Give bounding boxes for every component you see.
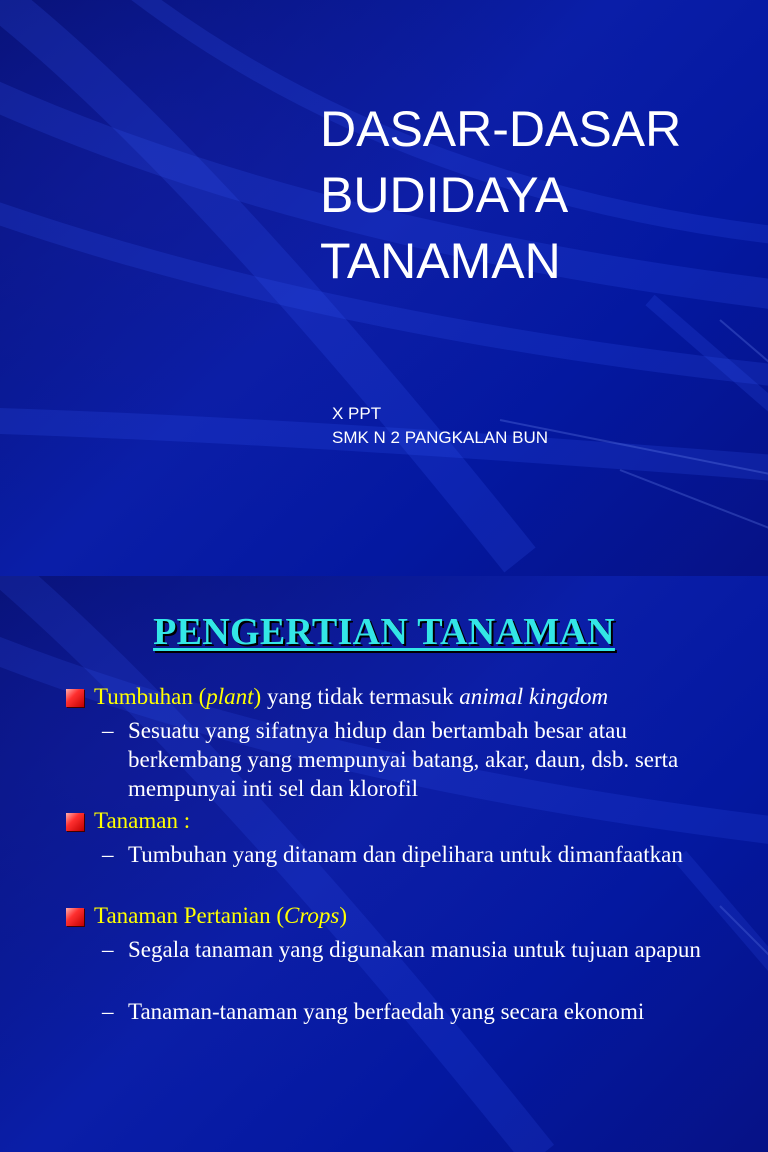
sub-item-text: Tumbuhan yang ditanam dan dipelihara untuk dimanfaatkan xyxy=(128,842,683,867)
bullet-text-pre: Tumbuhan ( xyxy=(94,684,207,709)
slide-subtitle xyxy=(332,402,548,450)
dash-bullet: – xyxy=(102,937,114,962)
square-bullet-icon xyxy=(66,689,84,707)
bullet-text-pre: Tanaman Pertanian ( xyxy=(94,903,284,928)
bullet-text-mid: ) xyxy=(253,684,262,709)
dash-bullet: – xyxy=(102,718,114,743)
square-bullet-icon xyxy=(66,908,84,926)
sub-item-text: Tanaman-tanaman yang berfaedah yang secara ekonomi xyxy=(128,999,645,1024)
dash-bullet: – xyxy=(102,842,114,867)
sub-item xyxy=(102,935,738,964)
sub-item-text: Segala tanaman yang digunakan manusia untuk tujuan apapun xyxy=(128,937,701,962)
bullet-text-italic: animal kingdom xyxy=(459,684,609,709)
title-line-2: BUDIDAYA xyxy=(320,167,569,223)
bullet-text-mid: ) xyxy=(339,903,348,928)
bullet-text-italic: Crops xyxy=(283,903,340,928)
bullet-text-italic: plant xyxy=(206,684,254,709)
slide-title: PENGERTIAN TANAMAN xyxy=(153,611,615,653)
bullet-text: Tanaman : xyxy=(94,808,191,833)
slide-title xyxy=(320,96,760,294)
title-line-1: DASAR-DASAR xyxy=(320,101,682,157)
list-item xyxy=(94,682,608,712)
sub-item-text: Sesuatu yang sifatnya hidup dan bertambah besar atau berkembang yang mempunyai batang, akar, daun, dsb. serta mempunyai inti sel dan klorofil xyxy=(128,718,679,801)
dash-bullet: – xyxy=(102,999,114,1024)
subtitle-line-2: SMK N 2 PANGKALAN BUN xyxy=(332,428,549,447)
sub-item xyxy=(102,716,738,803)
sub-item xyxy=(102,840,738,869)
title-line-3: TANAMAN xyxy=(320,233,561,289)
definition-slide xyxy=(0,576,768,1152)
sub-item xyxy=(102,997,738,1026)
subtitle-line-1: X PPT xyxy=(332,404,382,423)
list-item xyxy=(94,806,190,836)
bullet-text-white: yang tidak termasuk xyxy=(261,684,460,709)
list-item xyxy=(94,901,347,931)
square-bullet-icon xyxy=(66,813,84,831)
